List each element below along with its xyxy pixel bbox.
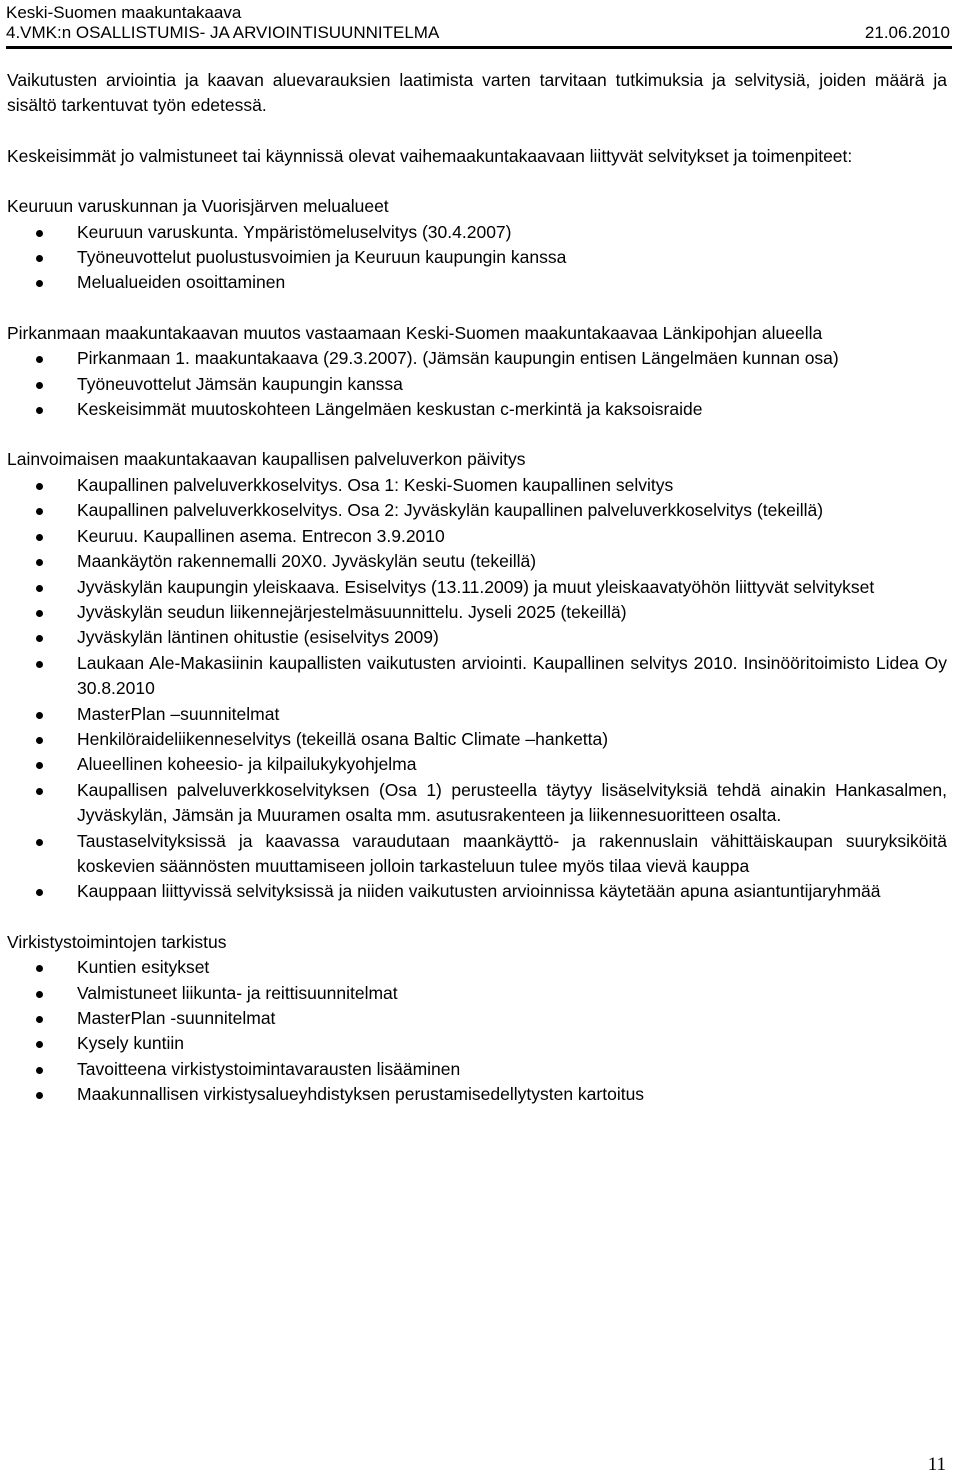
- paragraph-spacer: [7, 119, 947, 144]
- bullet-icon: [36, 889, 43, 896]
- bullet-icon: [36, 1041, 43, 1048]
- list-item: Keuruu. Kaupallinen asema. Entrecon 3.9.2010: [7, 524, 947, 549]
- bullet-icon: [36, 280, 43, 287]
- bullet-icon: [36, 965, 43, 972]
- list-item: Valmistuneet liikunta- ja reittisuunnitelmat: [7, 981, 947, 1006]
- bullet-icon: [36, 255, 43, 262]
- list-item: Tavoitteena virkistystoimintavarausten lisääminen: [7, 1057, 947, 1082]
- paragraph-spacer: [7, 296, 947, 321]
- list-item: Melualueiden osoittaminen: [7, 270, 947, 295]
- bullet-icon: [36, 610, 43, 617]
- section-heading-palveluverkko: Lainvoimaisen maakuntakaavan kaupallisen palveluverkon päivitys: [7, 449, 526, 470]
- section-heading-pirkanmaa: Pirkanmaan maakuntakaavan muutos vastaamaan Keski-Suomen maakuntakaavaa Länkipohjan alueella: [7, 322, 823, 343]
- bullet-icon: [36, 1067, 43, 1074]
- list-item: Kysely kuntiin: [7, 1031, 947, 1056]
- page-header: [6, 0, 952, 49]
- list-item: Taustaselvityksissä ja kaavassa varaudutaan maankäyttö- ja rakennuslain vähittäiskaupan suuryksiköitä koskevien säännösten muuttamiseen jolloin tarkasteluun tulee myös tilaa vievä kauppa: [7, 829, 947, 880]
- list-item: MasterPlan -suunnitelmat: [7, 1006, 947, 1031]
- bullet-icon: [36, 1016, 43, 1023]
- intro-paragraph-1: Vaikutusten arviointia ja kaavan aluevarauksien laatimista varten tarvitaan tutkimuksia ja selvitysiä, joiden määrä ja sisältö tarkentuvat työn edetessä.: [7, 70, 947, 116]
- bullet-list-melualueet: [7, 220, 947, 296]
- bullet-icon: [36, 788, 43, 795]
- bullet-list-palveluverkko: [7, 473, 947, 905]
- paragraph-spacer: [7, 169, 947, 194]
- list-item: Työneuvottelut puolustusvoimien ja Keuruun kaupungin kanssa: [7, 245, 947, 270]
- bullet-icon: [36, 712, 43, 719]
- list-item: Pirkanmaan 1. maakuntakaava (29.3.2007). (Jämsän kaupungin entisen Längelmäen kunnan osa): [7, 346, 947, 371]
- bullet-icon: [36, 1092, 43, 1099]
- bullet-icon: [36, 382, 43, 389]
- bullet-list-virkistys: [7, 955, 947, 1107]
- list-item: Kaupallinen palveluverkkoselvitys. Osa 1: Keski-Suomen kaupallinen selvitys: [7, 473, 947, 498]
- header-date: 21.06.2010: [864, 23, 950, 42]
- list-item: Työneuvottelut Jämsän kaupungin kanssa: [7, 372, 947, 397]
- list-item: Kaupallisen palveluverkkoselvityksen (Osa 1) perusteella täytyy lisäselvityksiä tehdä ainakin Hankasalmen, Jyväskylän, Jämsän ja Muuramen osalta mm. asutusrakenteen ja liikennesuoritteen osalta.: [7, 778, 947, 829]
- bullet-icon: [36, 407, 43, 414]
- bullet-icon: [36, 559, 43, 566]
- paragraph-spacer: [7, 905, 947, 930]
- intro-paragraph-2: Keskeisimmät jo valmistuneet tai käynnissä olevat vaihemaakuntakaavaan liittyvät selvitykset ja toimenpiteet:: [7, 145, 853, 166]
- bullet-icon: [36, 635, 43, 642]
- bullet-icon: [36, 839, 43, 846]
- header-organization: Keski-Suomen maakuntakaava: [6, 3, 242, 22]
- header-document-title: 4.VMK:n OSALLISTUMIS- JA ARVIOINTISUUNNITELMA: [6, 23, 440, 42]
- bullet-icon: [36, 661, 43, 668]
- list-item: Maakunnallisen virkistysalueyhdistyksen perustamisedellytysten kartoitus: [7, 1082, 947, 1107]
- list-item: MasterPlan –suunnitelmat: [7, 702, 947, 727]
- list-item: Kuntien esitykset: [7, 955, 947, 980]
- list-item: Laukaan Ale-Makasiinin kaupallisten vaikutusten arviointi. Kaupallinen selvitys 2010. Insinööritoimisto Lidea Oy 30.8.2010: [7, 651, 947, 702]
- paragraph-spacer: [7, 422, 947, 447]
- list-item: Jyväskylän seudun liikennejärjestelmäsuunnittelu. Jyseli 2025 (tekeillä): [7, 600, 947, 625]
- document-body: [7, 68, 947, 1108]
- list-item: Alueellinen koheesio- ja kilpailukykyohjelma: [7, 752, 947, 777]
- bullet-list-pirkanmaa: [7, 346, 947, 422]
- bullet-icon: [36, 737, 43, 744]
- bullet-icon: [36, 508, 43, 515]
- list-item: Keskeisimmät muutoskohteen Längelmäen keskustan c-merkintä ja kaksoisraide: [7, 397, 947, 422]
- list-item: Jyväskylän kaupungin yleiskaava. Esiselvitys (13.11.2009) ja muut yleiskaavatyöhön liittyvät selvitykset: [7, 575, 947, 600]
- bullet-icon: [36, 230, 43, 237]
- list-item: Keuruun varuskunta. Ympäristömeluselvitys (30.4.2007): [7, 220, 947, 245]
- list-item: Kauppaan liittyvissä selvityksissä ja niiden vaikutusten arvioinnissa käytetään apuna asiantuntijaryhmää: [7, 879, 947, 904]
- bullet-icon: [36, 991, 43, 998]
- list-item: Maankäytön rakennemalli 20X0. Jyväskylän seutu (tekeillä): [7, 549, 947, 574]
- list-item: Jyväskylän läntinen ohitustie (esiselvitys 2009): [7, 625, 947, 650]
- page-number: 11: [927, 1454, 946, 1475]
- bullet-icon: [36, 585, 43, 592]
- bullet-icon: [36, 483, 43, 490]
- bullet-icon: [36, 534, 43, 541]
- bullet-icon: [36, 356, 43, 363]
- list-item: Henkilöraideliikenneselvitys (tekeillä osana Baltic Climate –hanketta): [7, 727, 947, 752]
- section-heading-virkistys: Virkistystoimintojen tarkistus: [7, 931, 227, 952]
- list-item: Kaupallinen palveluverkkoselvitys. Osa 2: Jyväskylän kaupallinen palveluverkkoselvitys (tekeillä): [7, 498, 947, 523]
- bullet-icon: [36, 762, 43, 769]
- section-heading-melualueet: Keuruun varuskunnan ja Vuorisjärven melualueet: [7, 196, 389, 217]
